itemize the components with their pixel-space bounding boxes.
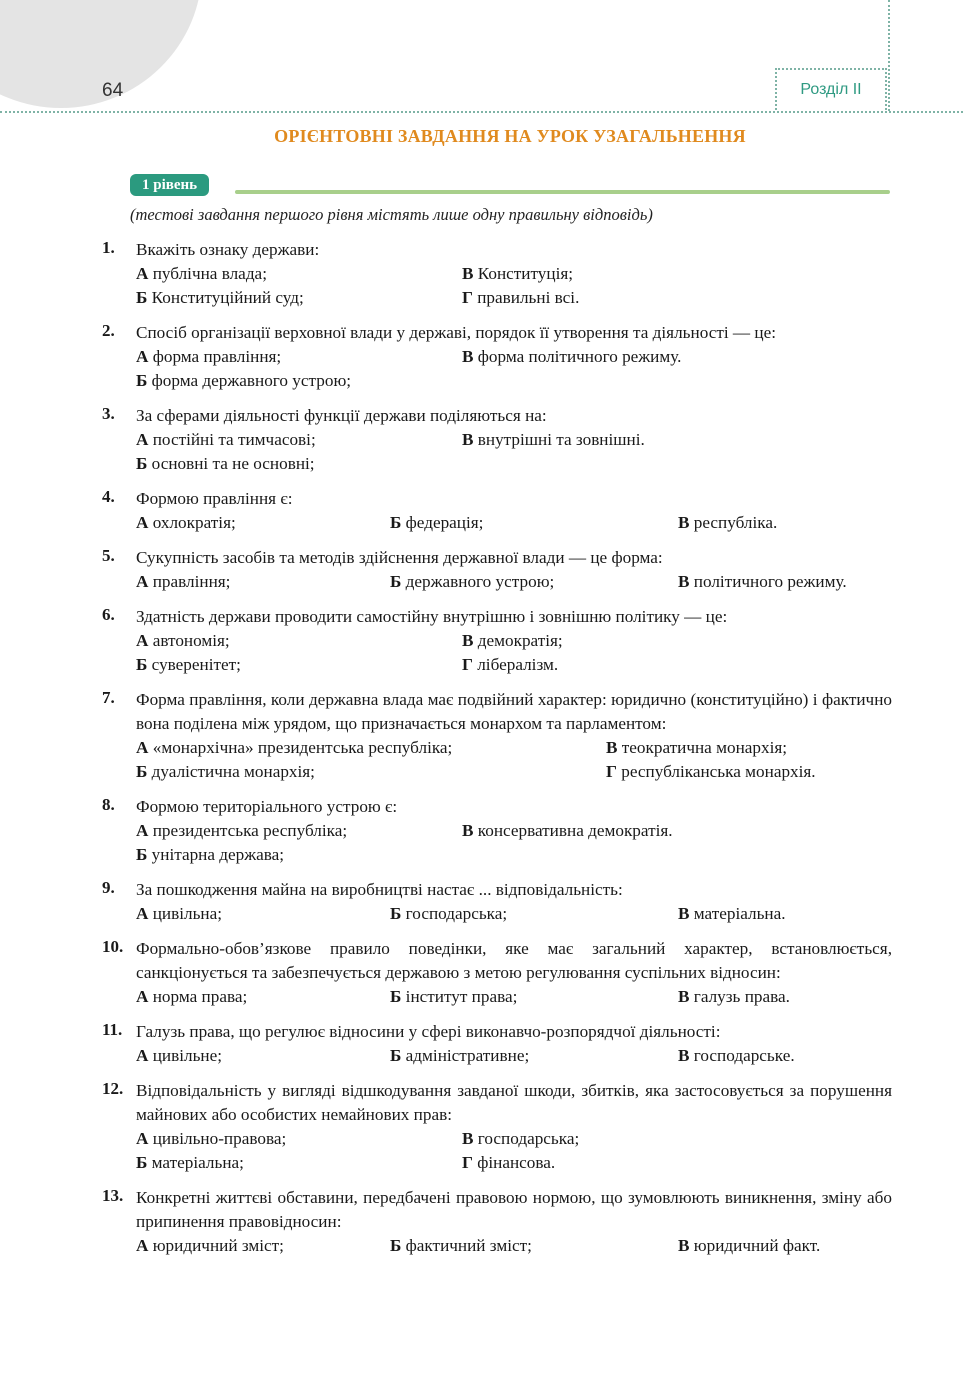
answer-letter: Б [136, 845, 148, 864]
question-body [136, 321, 892, 393]
answer-letter: В [678, 1236, 690, 1255]
header-divider [0, 111, 963, 113]
answer-letter: А [136, 1236, 149, 1255]
answer-option [136, 653, 241, 677]
question-item [0, 795, 963, 867]
answer-letter: Б [136, 288, 148, 307]
answer-row [136, 511, 892, 535]
answer-option [136, 1044, 222, 1068]
level-divider [235, 190, 890, 194]
answer-text: охлократія; [148, 513, 236, 532]
answer-text: правління; [148, 572, 231, 591]
answer-row [136, 819, 892, 843]
answer-option [136, 819, 347, 843]
answer-letter: Б [390, 1236, 402, 1255]
question-text: Формою правління є: [136, 489, 293, 508]
answer-letter: В [462, 1129, 474, 1148]
answer-option [390, 1234, 532, 1258]
answer-row [136, 985, 892, 1009]
level-badge: 1 рівень [130, 174, 209, 196]
question-number: 8. [102, 795, 115, 814]
answer-option [136, 286, 304, 310]
answer-text: республіка. [689, 513, 778, 532]
answer-text: форма правління; [148, 347, 282, 366]
answer-option [390, 1044, 529, 1068]
answer-option [136, 760, 315, 784]
question-text: Формою територіального устрою є: [136, 797, 398, 816]
answer-text: адміністративне; [401, 1046, 530, 1065]
answer-option [678, 1044, 795, 1068]
answer-letter: А [136, 513, 149, 532]
answer-letter: Б [136, 655, 148, 674]
question-text: За сферами діяльності функції держави поділяються на: [136, 406, 547, 425]
question-number: 4. [102, 487, 115, 506]
answer-text: автономія; [148, 631, 230, 650]
answer-row [136, 736, 892, 760]
answer-text: інститут права; [401, 987, 518, 1006]
answer-option [678, 902, 786, 926]
answer-option [462, 1127, 579, 1151]
question-body [136, 546, 892, 594]
answer-option [462, 262, 573, 286]
answer-letter: Б [390, 1046, 402, 1065]
answer-letter: А [136, 572, 149, 591]
answer-letter: А [136, 631, 149, 650]
answer-option [136, 262, 267, 286]
answer-option [462, 653, 558, 677]
answer-option [136, 369, 351, 393]
question-item [0, 546, 963, 594]
answer-option [136, 570, 230, 594]
answer-letter: Б [136, 762, 148, 781]
answer-letter: Б [136, 371, 148, 390]
question-text: Сукупність засобів та методів здійснення державної влади — це форма: [136, 548, 663, 567]
answer-option [462, 819, 673, 843]
answer-text: цивільно-правова; [148, 1129, 287, 1148]
answer-row [136, 286, 892, 310]
answer-letter: Б [136, 454, 148, 473]
question-number: 1. [102, 238, 115, 257]
answer-text: публічна влада; [148, 264, 267, 283]
answer-row [136, 629, 892, 653]
question-text: Галузь права, що регулює відносини у сфері виконавчо-розпорядчої діяльності: [136, 1022, 721, 1041]
answer-row [136, 653, 892, 677]
question-item [0, 1079, 963, 1175]
question-body [136, 937, 892, 1009]
question-number: 11. [102, 1020, 123, 1039]
answer-text: фактичний зміст; [401, 1236, 532, 1255]
answer-text: федерація; [401, 513, 484, 532]
question-text: Формально-обов’язкове правило поведінки, яке має загальний характер, встановлюється, санкціонується та забезпечується державою з метою регулювання суспільних відносин: [136, 939, 892, 982]
answer-row [136, 1044, 892, 1068]
question-number: 6. [102, 605, 115, 624]
answer-text: матеріальна; [147, 1153, 244, 1172]
answer-option [606, 736, 787, 760]
answer-row [136, 1151, 892, 1175]
question-number: 3. [102, 404, 115, 423]
answer-letter: А [136, 738, 149, 757]
answer-row [136, 452, 892, 476]
question-body [136, 404, 892, 476]
question-item [0, 487, 963, 535]
answer-option [136, 428, 316, 452]
answer-letter: Б [390, 987, 402, 1006]
answer-option [462, 286, 579, 310]
answer-text: Конституційний суд; [147, 288, 304, 307]
question-text: Спосіб організації верховної влади у державі, порядок її утворення та діяльності — це: [136, 323, 777, 342]
answer-text: цивільне; [148, 1046, 223, 1065]
answer-letter: Б [136, 1153, 148, 1172]
answer-option [136, 985, 247, 1009]
answer-row [136, 902, 892, 926]
answer-text: державного устрою; [401, 572, 555, 591]
answer-letter: А [136, 430, 149, 449]
answer-text: фінансова. [472, 1153, 556, 1172]
question-number: 9. [102, 878, 115, 897]
answer-row [136, 345, 892, 369]
answer-letter: Б [390, 904, 402, 923]
answer-letter: А [136, 1129, 149, 1148]
answer-letter: Б [390, 513, 402, 532]
answer-letter: А [136, 264, 149, 283]
question-body [136, 1020, 892, 1068]
answer-letter: В [462, 631, 474, 650]
question-item [0, 937, 963, 1009]
question-number: 13. [102, 1186, 124, 1205]
level-header [130, 174, 890, 196]
answer-text: основні та не основні; [147, 454, 315, 473]
answer-option [136, 511, 236, 535]
answer-option [390, 902, 507, 926]
answer-letter: А [136, 987, 149, 1006]
question-item [0, 238, 963, 310]
answer-text: теократична монархія; [617, 738, 788, 757]
section-label: Розділ II [775, 68, 887, 110]
question-body [136, 1186, 892, 1258]
question-text: Вкажіть ознаку держави: [136, 240, 320, 259]
answer-row [136, 760, 892, 784]
answer-option [136, 1234, 284, 1258]
question-body [136, 795, 892, 867]
answer-option [462, 428, 645, 452]
page-number: 64 [102, 80, 124, 101]
question-body [136, 238, 892, 310]
question-item [0, 1186, 963, 1258]
answer-letter: Г [462, 288, 473, 307]
answer-row [136, 428, 892, 452]
answer-text: господарська; [473, 1129, 580, 1148]
answer-text: президентська республіка; [148, 821, 348, 840]
question-number: 12. [102, 1079, 124, 1098]
question-item [0, 404, 963, 476]
answer-text: дуалістична монархія; [147, 762, 315, 781]
answer-letter: Г [606, 762, 617, 781]
answer-text: правильні всі. [472, 288, 580, 307]
answer-letter: Б [390, 572, 402, 591]
answer-letter: В [678, 572, 690, 591]
answer-letter: В [462, 430, 474, 449]
answer-text: Конституція; [473, 264, 574, 283]
answer-row [136, 1127, 892, 1151]
answer-letter: В [678, 987, 690, 1006]
question-item [0, 321, 963, 393]
question-number: 10. [102, 937, 124, 956]
answer-option [678, 570, 847, 594]
question-text: Конкретні життєві обставини, передбачені правовою нормою, що зумовлюють виникнення, зміну або припинення правовідносин: [136, 1188, 892, 1231]
answer-letter: А [136, 904, 149, 923]
answer-option [390, 985, 517, 1009]
answer-text: юридичний зміст; [148, 1236, 284, 1255]
answer-text: юридичний факт. [689, 1236, 821, 1255]
answer-text: матеріальна. [689, 904, 786, 923]
question-number: 2. [102, 321, 115, 340]
answer-text: господарська; [401, 904, 508, 923]
answer-row [136, 262, 892, 286]
page-corner-decoration [0, 0, 202, 108]
answer-letter: В [678, 904, 690, 923]
answer-option [606, 760, 816, 784]
answer-text: демократія; [473, 631, 563, 650]
answer-text: постійні та тимчасові; [148, 430, 316, 449]
question-number: 7. [102, 688, 115, 707]
question-list [0, 238, 963, 1269]
answer-option [136, 345, 281, 369]
answer-option [136, 843, 284, 867]
answer-letter: А [136, 821, 149, 840]
answer-option [136, 902, 222, 926]
question-body [136, 605, 892, 677]
answer-letter: Г [462, 655, 473, 674]
question-text: За пошкодження майна на виробництві настає ... відповідальність: [136, 880, 623, 899]
answer-text: республіканська монархія. [616, 762, 816, 781]
question-body [136, 487, 892, 535]
answer-letter: В [462, 264, 474, 283]
answer-text: цивільна; [148, 904, 223, 923]
question-body [136, 1079, 892, 1175]
answer-letter: В [678, 513, 690, 532]
answer-row [136, 369, 892, 393]
answer-letter: А [136, 347, 149, 366]
header-divider-vertical [888, 0, 890, 111]
answer-option [678, 1234, 820, 1258]
answer-option [678, 985, 790, 1009]
answer-text: внутрішні та зовнішні. [473, 430, 645, 449]
answer-text: норма права; [148, 987, 248, 1006]
answer-row [136, 570, 892, 594]
question-number: 5. [102, 546, 115, 565]
answer-text: політичного режиму. [689, 572, 847, 591]
answer-text: форма державного устрою; [147, 371, 352, 390]
level-instructions: (тестові завдання першого рівня містять лише одну правильну відповідь) [130, 205, 653, 224]
answer-option [390, 511, 483, 535]
answer-option [136, 452, 315, 476]
answer-letter: В [462, 347, 474, 366]
question-text: Форма правління, коли державна влада має подвійний характер: юридично (конституційно) і фактично вона поділена між урядом, що призначається монархом та парламентом: [136, 690, 892, 733]
answer-row [136, 1234, 892, 1258]
answer-option [136, 1127, 286, 1151]
question-item [0, 1020, 963, 1068]
question-item [0, 688, 963, 784]
answer-letter: Г [462, 1153, 473, 1172]
answer-option [136, 736, 452, 760]
question-body [136, 878, 892, 926]
answer-option [462, 345, 681, 369]
answer-text: господарське. [689, 1046, 795, 1065]
answer-option [678, 511, 777, 535]
answer-letter: В [606, 738, 618, 757]
answer-letter: В [462, 821, 474, 840]
question-body [136, 688, 892, 784]
answer-text: галузь права. [689, 987, 790, 1006]
answer-letter: А [136, 1046, 149, 1065]
answer-text: унітарна держава; [147, 845, 285, 864]
answer-option [136, 1151, 244, 1175]
answer-text: консервативна демократія. [473, 821, 673, 840]
question-item [0, 605, 963, 677]
answer-option [462, 1151, 555, 1175]
answer-option [462, 629, 563, 653]
answer-option [390, 570, 554, 594]
answer-text: суверенітет; [147, 655, 241, 674]
answer-text: лібералізм. [472, 655, 559, 674]
answer-option [136, 629, 230, 653]
question-text: Здатність держави проводити самостійну внутрішню і зовнішню політику — це: [136, 607, 728, 626]
question-item [0, 878, 963, 926]
answer-letter: В [678, 1046, 690, 1065]
question-text: Відповідальність у вигляді відшкодування завданої шкоди, збитків, яка застосовується за порушення майнових або особистих немайнових прав: [136, 1081, 892, 1124]
answer-row [136, 843, 892, 867]
answer-text: форма політичного режиму. [473, 347, 682, 366]
answer-text: «монархічна» президентська республіка; [148, 738, 453, 757]
page-title: ОРІЄНТОВНІ ЗАВДАННЯ НА УРОК УЗАГАЛЬНЕННЯ [274, 126, 746, 146]
